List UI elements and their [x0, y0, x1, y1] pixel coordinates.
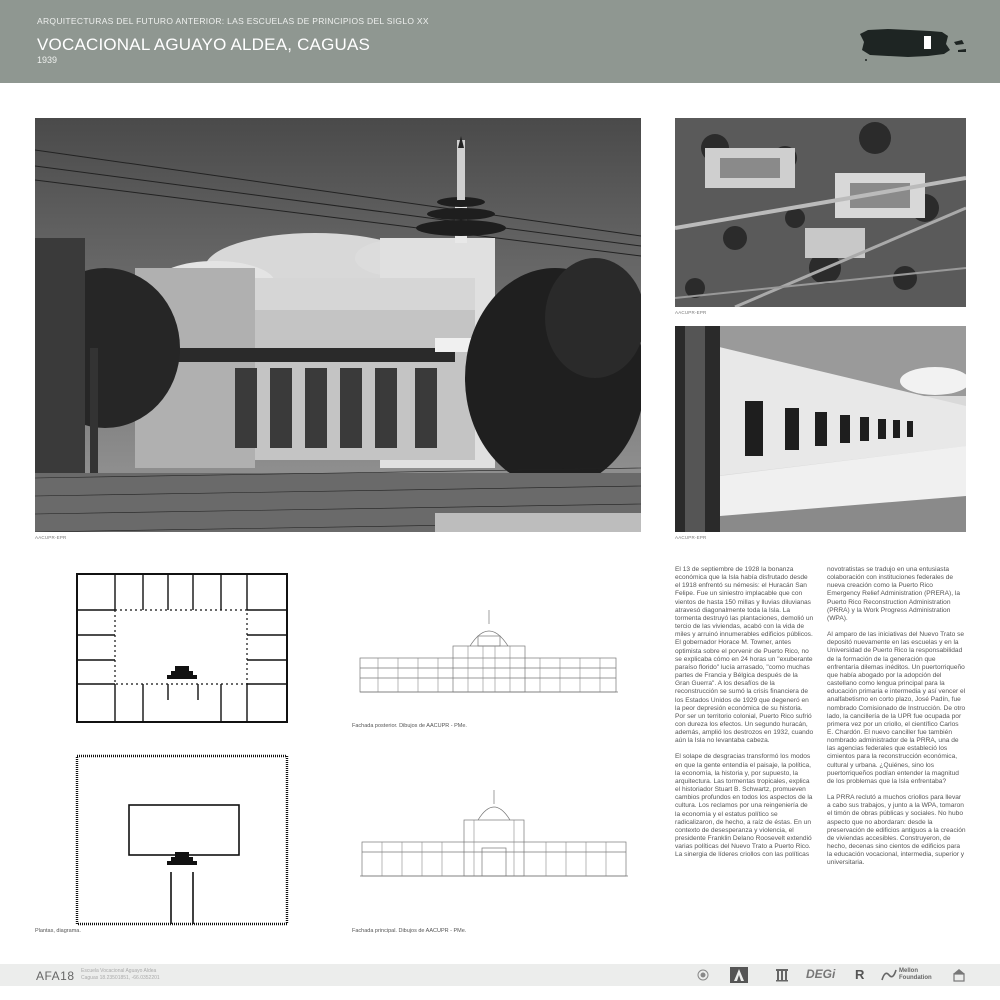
mellon-line1: Mellon [899, 968, 918, 974]
building-logo-icon [952, 968, 966, 982]
main-facade-drawing [358, 790, 630, 880]
puerto-rico-map-icon [858, 26, 970, 62]
corridor-photo-credit: AACUPR-EPR [675, 535, 707, 540]
footer-subtitle [81, 968, 160, 982]
columns-logo-icon [775, 968, 789, 982]
seal-icon [697, 969, 709, 981]
main-building-photo [35, 118, 641, 532]
site-diagram-drawing [73, 752, 293, 928]
mellon-wave-icon [881, 969, 897, 981]
main-facade-caption: Fachada principal. Dibujos de AACUPR - PMe. [352, 928, 467, 934]
floor-plan-drawing [73, 570, 293, 728]
paragraph: novotratistas se tradujo en una entusiasta colaboración con instituciones federales de nueva creación como la Puerto Rico Emergency Relief Administration (PRERA), la Puerto Rico Reconstruction Administration (PRRA) y la Work Progress Administration (WPA). [827, 566, 961, 622]
plans-caption: Plantas, diagrama. [35, 928, 81, 934]
text-column-2 [827, 566, 966, 875]
footer-bar [0, 964, 1000, 986]
rear-facade-caption: Fachada posterior. Dibujos de AACUPR - PMe. [352, 723, 467, 729]
footer-subtitle-line2: Caguas 18.23501851, -66.0352201 [81, 975, 160, 981]
page-title: VOCACIONAL AGUAYO ALDEA, CAGUAS [37, 35, 371, 54]
text-column-1 [675, 566, 814, 867]
corridor-photo [675, 326, 966, 532]
rear-facade-drawing [358, 606, 620, 696]
footer-subtitle-line1: Escuela Vocacional Aguayo Aldea [81, 968, 157, 974]
dege-logo: DEGi [806, 967, 836, 981]
aerial-photo-credit: AACUPR-EPR [675, 310, 707, 315]
paragraph: Al amparo de las iniciativas del Nuevo Trato se depositó nuevamente en las escuelas y en la Universidad de Puerto Rico la responsabilidad de la formación de la generación que enfrentaría dilemas inéditos. Un puertorriqueño que había abogado por la adopción del castellano como lengua principal para la educación primaria e intermedia y así vencer el analfabetismo en corto plazo, José Padín, fue nombrado Comisionado de Instrucción. De otro lado, la cancillería de la UPR fue ocupada por primera vez por un criollo, el científico Carlos E. Chardón. El nuevo canciller fue también nombrado administrador de la PRRA, una de las agencias federales que estableció los cimientos para la reconstrucción económica, cultural y urbana. ¿Quiénes, sino los puertorriqueños podían entender la magnitud de los problemas que la Isla enfrentaba? [827, 631, 966, 785]
paragraph: La PRRA reclutó a muchos criollos para llevar a cabo sus trabajos, y junto a la WPA, tomaron el timón de obras públicas y sociales. No hubo aspecto que no abordaran: desde la preservación de edificios antiguos a la creación de viviendas accesibles. Construyeron, de hecho, decenas sino cientos de edificios para la educación vocacional, intermedia, superior y universitaria. [827, 794, 966, 867]
main-photo-credit: AACUPR-EPR [35, 535, 67, 540]
aacupr-logo-icon [730, 967, 748, 983]
footer-code: AFA18 [36, 969, 75, 983]
paragraph: El solape de desgracias transformó los modos en que la gente entendía el paisaje, la política, la economía, la historia y, por supuesto, la arquitectura. Las tormentas tropicales, explica el historiador Stuart B. Schwartz, promueven cambios profundos en todos los aspectos de la cultura. Los reclamos por una reingeniería de la economía y el estatus político se radicalizaron, de hecho, a raíz de éstas. En un contexto de desesperanza y violencia, el presidente Franklin Delano Roosevelt extendió varias políticas del Nuevo Trato a Puerto Rico. La sinergia de líderes criollos con las políticas [675, 753, 813, 859]
mellon-foundation-logo [899, 968, 932, 982]
aerial-photo [675, 118, 966, 307]
paragraph: El 13 de septiembre de 1928 la bonanza económica que la Isla había disfrutado desde el 1918 enfrentó su némesis: el Huracán San Felipe. Fue un siniestro implacable que con vientos de hasta 150 millas y lluvias diluvianas atravesó diagonalmente toda la Isla. La tormenta destruyó las plantaciones, demolió un tercio de las viviendas, acabó con la vida de miles y arruinó innumerables edificios públicos. El gobernador Horace M. Towner, antes optimista sobre el porvenir de Puerto Rico, no se explicaba cómo en 24 horas un "exuberante paraíso florido" lucía arrasado, "como muchas partes de Francia y Bélgica después de la Gran Guerra". A los desafíos de la reconstrucción se sumó la crisis financiera de los Estados Unidos de 1929 que degeneró en la peor depresión económica de su historia. Por ser un territorio colonial, Puerto Rico sufrió con dureza los efectos. Un segundo huracán, además, amplió los destrozos en 1932, cuando aún la Isla no levantaba cabeza. [675, 566, 814, 745]
page-year: 1939 [37, 55, 58, 65]
r-logo: R [855, 967, 865, 982]
mellon-line2: Foundation [899, 975, 932, 981]
header-bar [0, 0, 1000, 83]
series-title: ARQUITECTURAS DEL FUTURO ANTERIOR: LAS ESCUELAS DE PRINCIPIOS DEL SIGLO XX [37, 16, 429, 26]
